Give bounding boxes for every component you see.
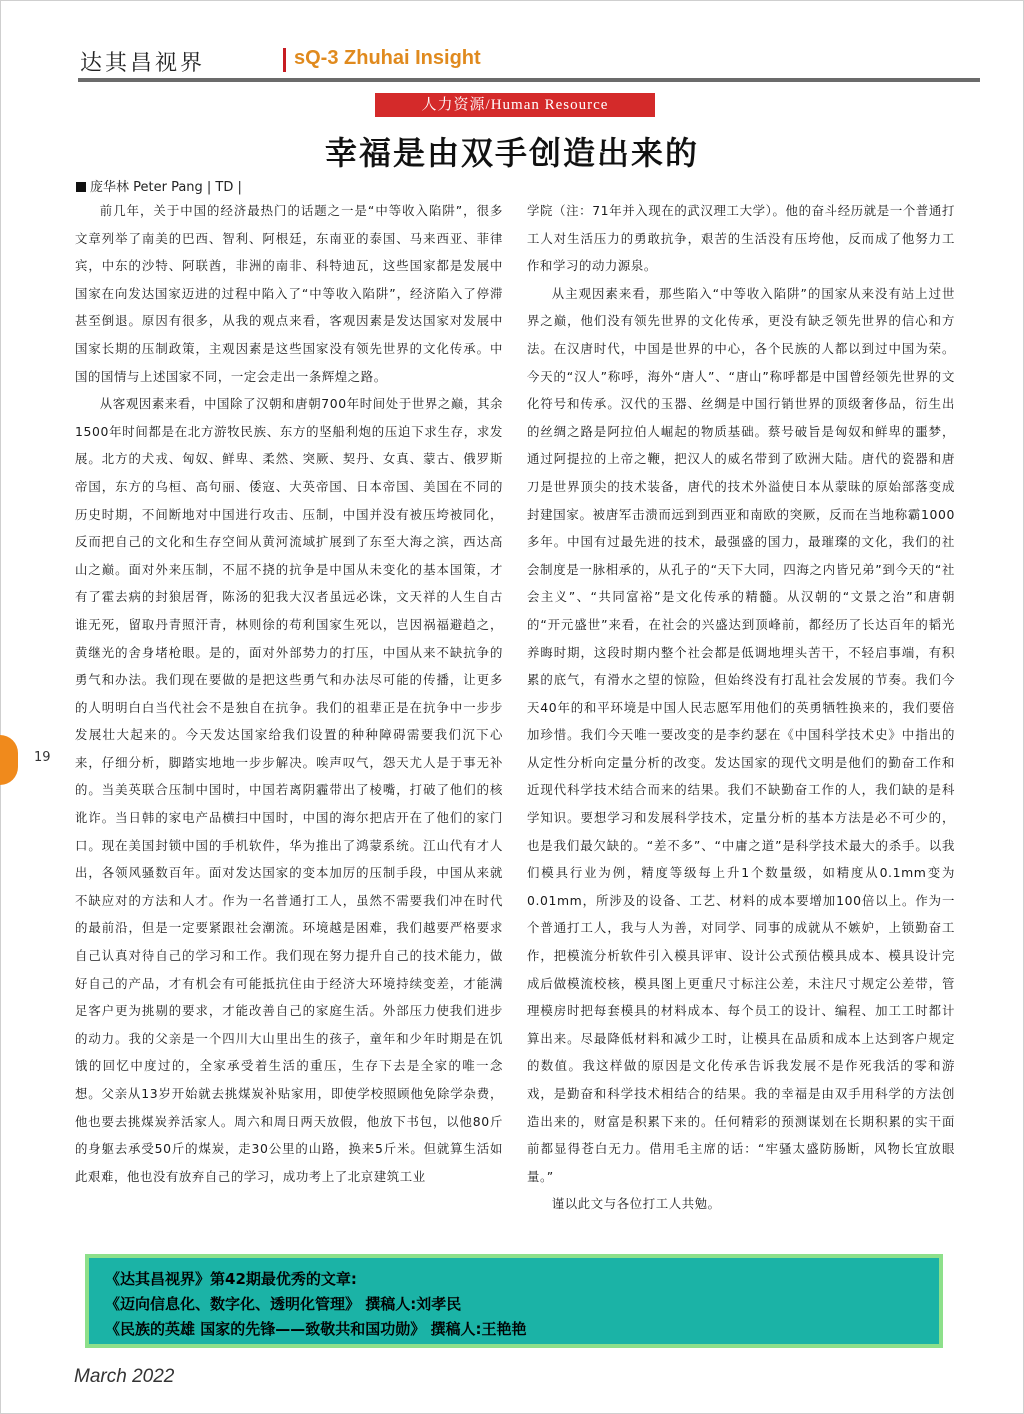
magazine-title-cn: 达其昌视界 bbox=[80, 51, 206, 76]
issue-date: March 2022 bbox=[74, 1366, 175, 1387]
recommend-item: 《民族的英雄 国家的先锋——致敬共和国功勋》 撰稿人:王艳艳 bbox=[105, 1320, 527, 1338]
header-rule bbox=[78, 78, 980, 82]
article-column-right bbox=[527, 197, 955, 1218]
byline-text: 庞华林 Peter Pang | TD | bbox=[90, 180, 242, 195]
recommended-articles-box bbox=[85, 1254, 943, 1348]
recommend-heading: 《达其昌视界》第42期最优秀的文章: bbox=[105, 1270, 357, 1288]
byline-square-icon bbox=[76, 182, 86, 192]
section-tag: 人力资源/Human Resource bbox=[375, 93, 655, 117]
article-column-left bbox=[75, 197, 503, 1190]
recommend-item: 《迈向信息化、数字化、透明化管理》 撰稿人:刘孝民 bbox=[105, 1295, 462, 1313]
paragraph: 从客观因素来看，中国除了汉朝和唐朝700年时间处于世界之巅，其余1500年时间都是在北方游牧民族、东方的坚船利炮的压迫下求生存，求发展。北方的犬戎、匈奴、鲜卑、柔然、突厥、契丹、女真、蒙古、俄罗斯帝国，东方的乌桓、高句丽、倭寇、大英帝国、日本帝国、美国在不同的历史时期，不间断地对中国进行攻击、压制，中国并没有被压垮被同化，反而把自己的文化和生存空间从黄河流域扩展到了东至大海之滨，西达高山之巅。面对外来压制，不屈不挠的抗争是中国从未变化的基本国策，才有了霍去病的封狼居胥，陈汤的犯我大汉者虽远必诛，文天祥的人生自古谁无死，留取丹青照汗青，林则徐的苟利国家生死以，岂因祸福避趋之，黄继光的舍身堵枪眼。是的，面对外部势力的打压，中国从来不缺抗争的勇气和办法。我们现在要做的是把这些勇气和办法尽可能的传播，让更多的人明明白白当代社会不是独自在抗争。我们的祖辈正是在抗争中一步步发展壮大起来的。今天发达国家给我们设置的种种障碍需要我们沉下心来，仔细分析，脚踏实地地一步步解决。唉声叹气，怨天尤人是于事无补的。当美英联合压制中国时，中国若离阴霾带出了棱嘴，打破了他们的核讹诈。当日韩的家电产品横扫中国时，中国的海尔把店开在了他们的家门口。现在美国封锁中国的手机软件，华为推出了鸿蒙系统。江山代有才人出，各领风骚数百年。面对发达国家的变本加厉的压制手段，中国从来就不缺应对的方法和人才。作为一名普通打工人，虽然不需要我们冲在时代的最前沿，但是一定要紧跟社会潮流。环境越是困难，我们越要严格要求自己认真对待自己的学习和工作。我们现在努力提升自己的技术能力，做好自己的产品，才有机会有可能抵抗住由于经济大环境持续变差，才能满足客户更为挑剔的要求，才能改善自己的家庭生活。外部压力使我们进步的动力。我的父亲是一个四川大山里出生的孩子，童年和少年时期是在饥饿的回忆中度过的，全家承受着生活的重压，生存下去是全家的唯一念想。父亲从13岁开始就去挑煤炭补贴家用，即使学校照顾他免除学杂费，他也要去挑煤炭养活家人。周六和周日两天放假，他放下书包，以他80斤的身躯去承受50斤的煤炭，走30公里的山路，换来5斤米。但就算生活如此艰难，他也没有放弃自己的学习，成功考上了北京建筑工业 bbox=[75, 396, 503, 1184]
article-title: 幸福是由双手创造出来的 bbox=[324, 134, 699, 172]
page-number: 19 bbox=[34, 750, 51, 765]
paragraph: 从主观因素来看，那些陷入“中等收入陷阱”的国家从来没有站上过世界之巅，他们没有领先世界的文化传承，更没有缺乏领先世界的信心和方法。在汉唐时代，中国是世界的中心，各个民族的人都以到过中国为荣。今天的“汉人”称呼，海外“唐人”、“唐山”称呼都是中国曾经领先世界的文化符号和传承。汉代的玉器、丝绸是中国行销世界的顶级奢侈品，衍生出的丝绸之路是阿拉伯人崛起的物质基础。蔡号破旨是匈奴和鲜卑的噩梦，通过阿提拉的上帝之鞭，把汉人的威名带到了欧洲大陆。唐代的瓷器和唐刀是世界顶尖的技术装备，唐代的技术外溢使日本从蒙昧的原始部落变成封建国家。被唐军击溃而远到到西亚和南欧的突厥，反而在当地称霸1000多年。中国有过最先进的技术，最强盛的国力，最璀璨的文化，我们的社会制度是一脉相承的，从孔子的“天下大同，四海之内皆兄弟”到今天的“社会主义”、“共同富裕”是文化传承的精髓。从汉朝的“文景之治”和唐朝的“开元盛世”来看，在社会的兴盛达到顶峰前，都经历了长达百年的韬光养晦时期，这段时期内整个社会都是低调地埋头苦干，不轻启事端，有积累的底气，有滑水之望的惊险，但始终没有打乱社会发展的节奏。我们今天40年的和平环境是中国人民志愿军用他们的英勇牺牲换来的，我们要倍加珍惜。我们今天唯一要改变的是李约瑟在《中国科学技术史》中指出的从定性分析向定量分析的改变。发达国家的现代文明是他们的勤奋工作和近现代科学技术结合而来的结果。我们不缺勤奋工作的人，我们缺的是科学知识。要想学习和发展科学技术，定量分析的基本方法是必不可少的，也是我们最欠缺的。“差不多”、“中庸之道”是科学技术最大的杀手。以我们模具行业为例，精度等级每上升1个数量级，如精度从0.1mm变为0.01mm，所涉及的设备、工艺、材料的成本要增加100倍以上。作为一个普通打工人，我与人为善，对同学、同事的成就从不嫉妒，上锁勤奋工作，把模流分析软件引入模具评审、设计公式预估模具成本、模具设计完成后做模流校核，模具图上更重尺寸标注公差，未注尺寸规定公差带，管理模房时把每套模具的材料成本、每个员工的设计、编程、加工工时都计算出来。尽最降低材料和减少工时，让模具在品质和成本上达到客户规定的数值。我这样做的原因是文化传承告诉我发展不是作死我活的零和游戏，是勤奋和科学技术相结合的结果。我的幸福是由双手用科学的方法创造出来的，财富是积累下来的。任何精彩的预测谋划在长期积累的实干面前都显得苍白无力。借用毛主席的话：“牢骚太盛防肠断，风物长宜放眼量。” bbox=[527, 285, 955, 1184]
paragraph: 前几年，关于中国的经济最热门的话题之一是“中等收入陷阱”，很多文章列举了南美的巴西、智利、阿根廷，东南亚的泰国、马来西亚、菲律宾，中东的沙特、阿联酋，非洲的南非、科特迪瓦，这些国家都是发展中国家在向发达国家迈进的过程中陷入了“中等收入陷阱”，经济陷入了停滞甚至倒退。原因有很多，从我的观点来看，客观因素是发达国家对发展中国家长期的压制政策，主观因素是这些国家没有领先世界的文化传承。中国的国情与上述国家不同，一定会走出一条辉煌之路。 bbox=[75, 203, 503, 384]
paragraph: 谨以此文与各位打工人共勉。 bbox=[551, 1196, 721, 1212]
magazine-title-en: sQ-3 Zhuhai Insight bbox=[294, 47, 481, 69]
article-byline bbox=[76, 176, 242, 195]
paragraph: 学院（注：71年并入现在的武汉理工大学）。他的奋斗经历就是一个普通打工人对生活压力的勇敢抗争，艰苦的生活没有压垮他，反而成了他努力工作和学习的动力源泉。 bbox=[527, 203, 955, 274]
page-header bbox=[80, 42, 980, 78]
header-divider bbox=[283, 48, 286, 72]
